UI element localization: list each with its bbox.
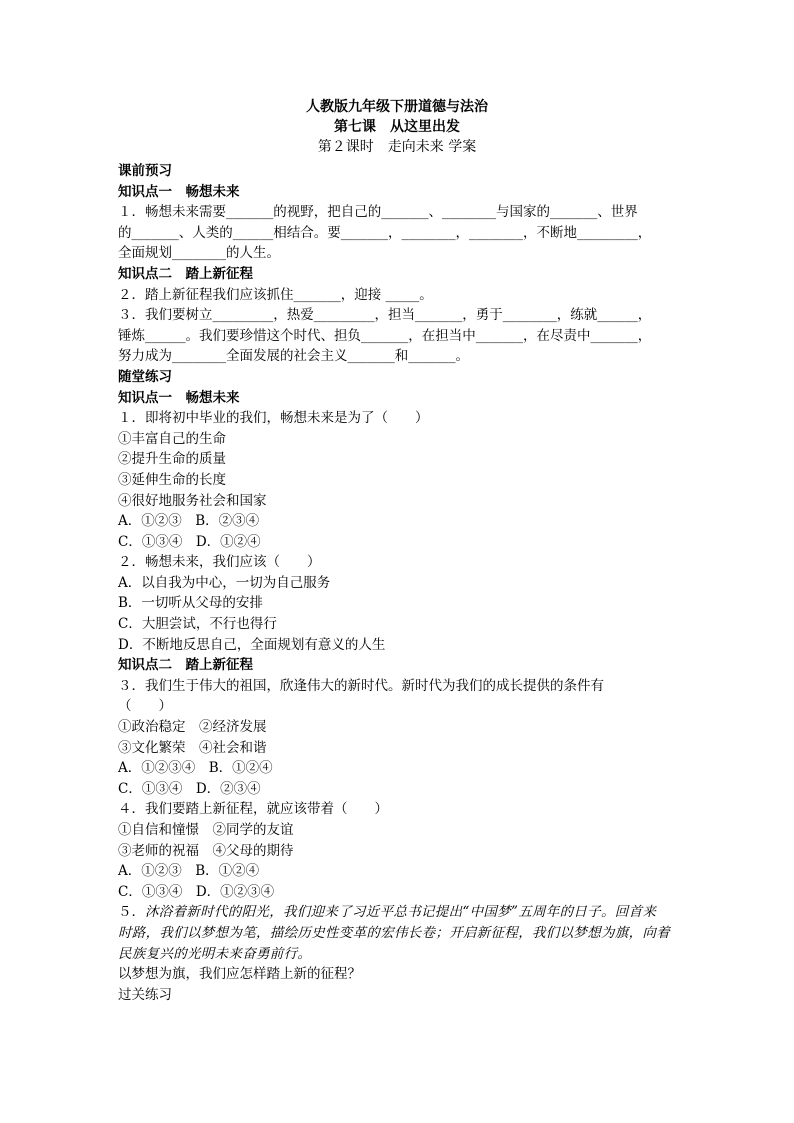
question-option: ①政治稳定 ②经济发展 <box>118 719 267 736</box>
answer-choice: B．一切听从父母的安排 <box>118 595 263 612</box>
passage-text: 时路，我们以梦想为笔，描绘历史性变革的宏伟长卷；开启新征程，我们以梦想为旗，向着 <box>118 924 670 941</box>
fill-in-line: 努力成为________全面发展的社会主义_______和_______。 <box>118 348 469 365</box>
answer-choices: A．①②③ B．②③④ <box>118 513 260 530</box>
question-5-prompt: 以梦想为旗，我们应怎样踏上新的征程？ <box>118 966 361 983</box>
answer-choice: D．不断地反思自己，全面规划有意义的人生 <box>118 636 386 653</box>
period-title: 第２课时 走向未来 学案 <box>317 139 477 155</box>
question-option: ③延伸生命的长度 <box>118 471 226 488</box>
worksheet-content <box>118 161 683 1005</box>
answer-choices: A．①②③ B．①②④ <box>118 863 260 880</box>
lesson-title: 第七课 从这里出发 <box>334 119 460 135</box>
fill-in-line: ２．踏上新征程我们应该抓住_______，迎接 _____。 <box>118 286 433 303</box>
question-option: ④很好地服务社会和国家 <box>118 492 267 509</box>
passage-text: 民族复兴的光明未来奋勇前行。 <box>118 945 312 962</box>
question-3: ３．我们生于伟大的祖国，欣逢伟大的新时代。新时代为我们的成长提供的条件有 <box>118 677 604 694</box>
answer-choices: C．①③④ D．①②④ <box>118 533 261 550</box>
knowledge-point-heading: 知识点一 畅想未来 <box>118 389 240 406</box>
question-1: １．即将初中毕业的我们，畅想未来是为了（ ） <box>118 410 429 427</box>
title-block <box>0 97 794 157</box>
knowledge-point-heading: 知识点一 畅想未来 <box>118 183 240 200</box>
question-5-passage <box>118 902 683 923</box>
answer-choice: C．大胆尝试，不行也得行 <box>118 616 277 633</box>
fill-in-line: 全面规划________的人生。 <box>118 245 280 262</box>
fill-in-line: ３．我们要树立_________，热爱_________，担当_______，勇于________，练就______， <box>118 307 652 324</box>
answer-choices: C．①③④ D．①②③④ <box>118 883 275 900</box>
fill-in-line: １．畅想未来需要_______的视野，把自己的_______、________与国家的_______、世界 <box>118 204 638 221</box>
question-option: ③老师的祝福 ④父母的期待 <box>118 842 294 859</box>
fill-in-line: 锤炼______。我们要珍惜这个时代、担负_______，在担当中_______，在尽责中_______， <box>118 327 652 344</box>
section-heading-practice: 随堂练习 <box>118 368 172 385</box>
question-option: ①丰富自己的生命 <box>118 430 226 447</box>
document-title: 人教版九年级下册道德与法治 <box>306 99 488 115</box>
question-option: ①自信和憧憬 ②同学的友谊 <box>118 822 294 838</box>
fill-in-line: 的_______、人类的______相结合。要_______，________，________，不断地_________， <box>118 224 652 241</box>
section-heading-final: 过关练习 <box>118 986 172 1003</box>
question-option: ③文化繁荣 ④社会和谐 <box>118 739 267 756</box>
passage-text: 沐浴着新时代的阳光，我们迎来了习近平总书记提出“中国梦”五周年的日子。回首来 <box>145 904 657 921</box>
answer-choices: C．①③④ D．②③④ <box>118 780 261 797</box>
answer-choice: A．以自我为中心，一切为自己服务 <box>118 574 331 591</box>
question-2: ２．畅想未来，我们应该（ ） <box>118 554 321 571</box>
answer-choices: A．①②③④ B．①②④ <box>118 760 273 777</box>
knowledge-point-heading: 知识点二 踏上新征程 <box>118 265 253 282</box>
section-heading-preview: 课前预习 <box>118 163 172 179</box>
question-number: ５． <box>118 904 145 921</box>
question-option: ②提升生命的质量 <box>118 451 226 468</box>
knowledge-point-heading: 知识点二 踏上新征程 <box>118 657 253 674</box>
question-3-bracket: （ ） <box>118 698 172 715</box>
question-4: ４．我们要踏上新征程，就应该带着（ ） <box>118 801 388 818</box>
